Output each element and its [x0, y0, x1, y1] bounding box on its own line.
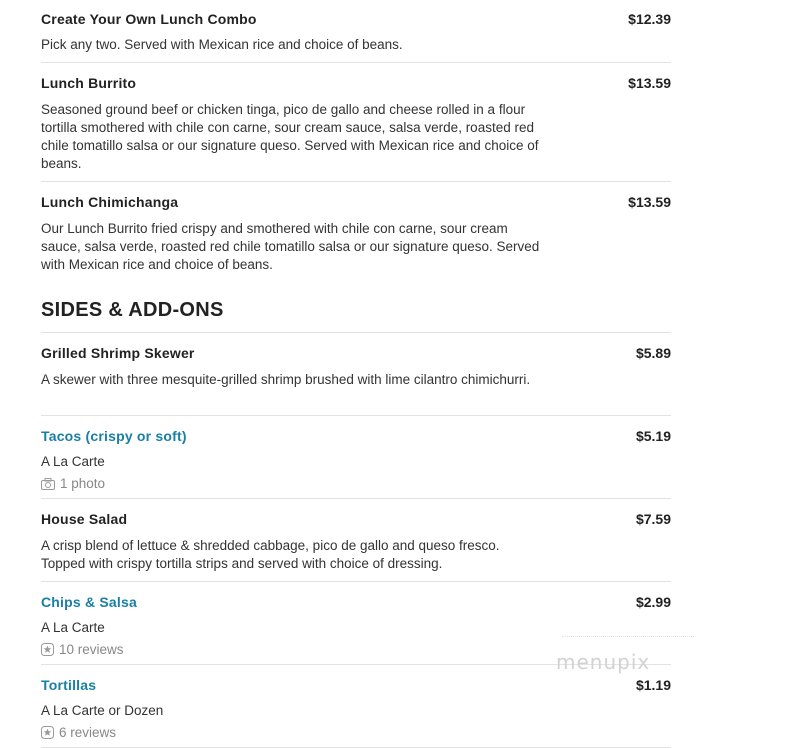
item-price: $2.99	[635, 594, 671, 610]
menu-item	[41, 333, 671, 416]
item-name: Create Your Own Lunch Combo	[41, 11, 257, 27]
item-description: A La Carte	[41, 620, 105, 635]
section-title: SIDES & ADD-ONS	[41, 299, 224, 321]
item-price: $13.59	[628, 194, 671, 210]
item-description: A La Carte	[41, 454, 105, 469]
item-description: A skewer with three mesquite-grilled shrimp brushed with lime cilantro chimichurri.	[41, 372, 531, 387]
review-count: 10 reviews	[59, 642, 124, 657]
menu-item	[41, 499, 671, 582]
item-name: House Salad	[41, 511, 128, 527]
item-description: Pick any two. Served with Mexican rice and choice of beans.	[41, 37, 403, 52]
star-icon	[41, 643, 54, 656]
item-price: $7.59	[635, 511, 671, 527]
item-name-link[interactable]: Chips & Salsa	[41, 594, 137, 610]
item-price: $12.39	[628, 11, 671, 27]
item-description: A crisp blend of lettuce & shredded cabbage, pico de gallo and queso fresco. Topped with crispy tortilla strips and served with choice of dressing.	[41, 538, 500, 571]
section-header	[41, 282, 671, 333]
item-name: Grilled Shrimp Skewer	[41, 345, 195, 361]
item-name: Lunch Burrito	[41, 75, 137, 91]
item-name: Lunch Chimichanga	[41, 194, 179, 210]
menu-item	[41, 416, 671, 499]
star-icon	[41, 726, 54, 739]
reviews-link[interactable]	[41, 725, 671, 740]
item-name-link[interactable]: Tacos (crispy or soft)	[41, 428, 187, 444]
menu-item	[41, 63, 671, 182]
item-description: A La Carte or Dozen	[41, 703, 164, 718]
camera-icon	[41, 478, 55, 490]
item-price: $5.19	[635, 428, 671, 444]
photo-link[interactable]	[41, 476, 671, 491]
watermark-rule	[562, 636, 694, 637]
menu-item	[41, 182, 671, 282]
menu-item	[41, 665, 671, 748]
review-count: 6 reviews	[59, 725, 117, 740]
item-description: Our Lunch Burrito fried crispy and smothered with chile con carne, sour cream sauce, salsa verde, roasted red chile tomatillo salsa or our signature queso. Served with Mexican rice and choice of beans.	[41, 221, 540, 272]
item-price: $5.89	[635, 345, 671, 361]
menu-item	[41, 0, 671, 63]
item-description: Seasoned ground beef or chicken tinga, pico de gallo and cheese rolled in a flour tortilla smothered with chile con carne, sour cream sauce, salsa verde, roasted red chile tomatillo salsa or our signature queso. Served with Mexican rice and choice of beans.	[41, 102, 539, 171]
item-price: $13.59	[628, 75, 671, 91]
photo-count: 1 photo	[60, 476, 106, 491]
item-name-link[interactable]: Tortillas	[41, 677, 97, 693]
item-price: $1.19	[635, 677, 671, 693]
watermark-logo: menupix	[556, 650, 651, 674]
